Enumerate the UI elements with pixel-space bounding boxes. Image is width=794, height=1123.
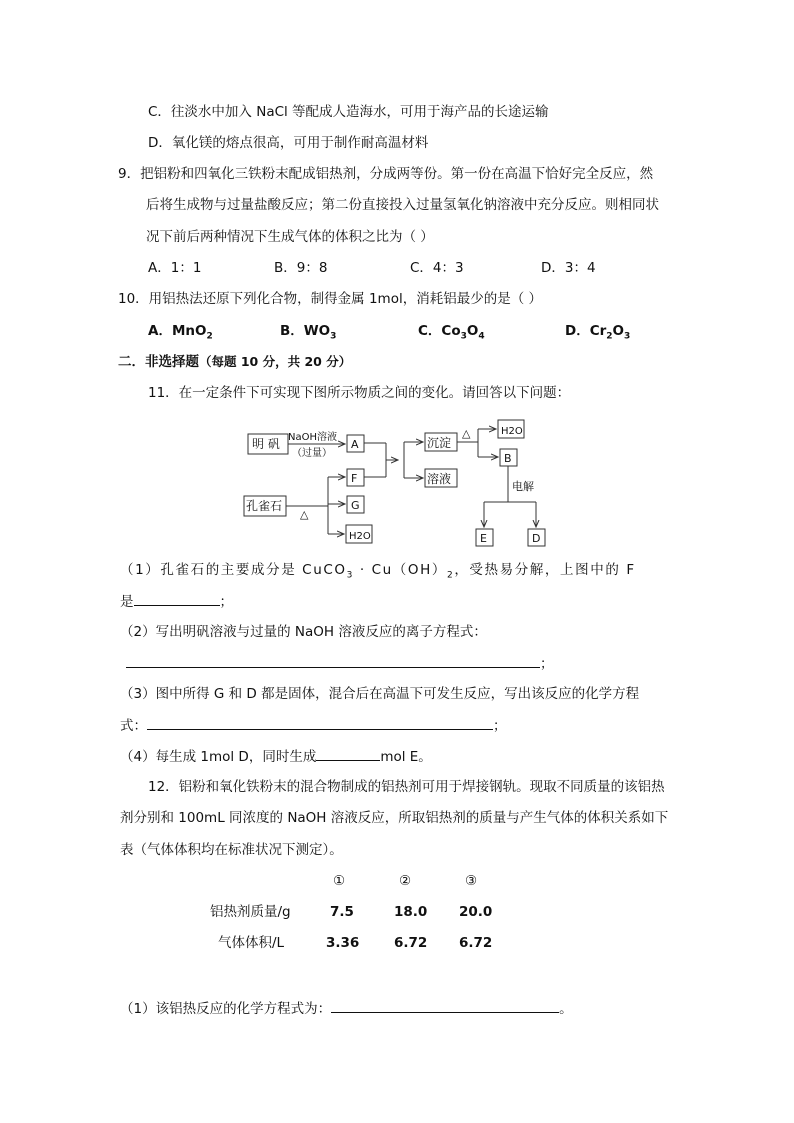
label-dianjie: 电解 — [512, 480, 534, 493]
label-d: D — [532, 532, 541, 545]
table-cell-mass-2: 18.0 — [394, 904, 428, 920]
answer-blank-f[interactable] — [134, 591, 220, 606]
label-naoh: NaOH溶液 — [288, 432, 337, 443]
q9-option-a: A．1：1 — [148, 260, 202, 276]
label-a: A — [351, 438, 359, 451]
q10-option-c: C．$Co_3O_4$ — [418, 323, 485, 342]
table-cell-volume-1: 3.36 — [326, 935, 360, 951]
table-cell-volume-2: 6.72 — [394, 935, 428, 951]
q11-part4: （4）每生成 1mol D，同时生成 mol E。 — [120, 746, 432, 767]
label-guoliang: （过量） — [292, 448, 332, 459]
q9-stem-line3: 况下前后两种情况下生成气体的体积之比为（ ） — [146, 229, 434, 245]
q12-part1: （1）该铝热反应的化学方程式为： 。 — [120, 998, 573, 1019]
label-kongqueshi: 孔雀石 — [246, 499, 283, 513]
label-b: B — [504, 452, 512, 465]
label-e: E — [480, 532, 487, 545]
q11-part1-line2: 是 ； — [120, 591, 233, 612]
q9-option-b: B．9：8 — [274, 260, 328, 276]
q12-stem-line3: 表（气体体积均在标准状况下测定）。 — [120, 842, 343, 858]
q11-part1-line1: （1）孔雀石的主要成分是 CuCO$_3$ · $Cu(OH)_2$，受热易分解，上图中的 F — [120, 562, 636, 581]
label-h2o-top: H2O — [501, 426, 523, 437]
q12-stem-line2: 剂分别和 100mL 同浓度的 NaOH 溶液反应，所取铝热剂的质量与产生气体的体积关系如下 — [120, 810, 669, 826]
q9-option-c: C．4：3 — [410, 260, 464, 276]
table-row-label-volume: 气体体积/L — [218, 935, 285, 951]
q11-part2-line1: （2）写出明矾溶液与过量的 NaOH 溶液反应的离子方程式： — [120, 624, 487, 640]
q9-stem-line1: 9．把铝粉和四氧化三铁粉末配成铝热剂，分成两等份。第一份在高温下恰好完全反应，然 — [118, 166, 654, 182]
answer-blank-chemical-equation[interactable] — [147, 715, 493, 730]
q10-option-b: B．$WO_3$ — [280, 323, 337, 342]
q11-part3-line2: 式： ； — [120, 715, 507, 736]
table-cell-mass-1: 7.5 — [330, 904, 354, 920]
table-header-2: ② — [399, 873, 412, 889]
q10-option-a: A．MnO$_2$ — [148, 323, 213, 342]
answer-blank-thermite-equation[interactable] — [331, 998, 559, 1013]
q12-stem-line1: 12．铝粉和氧化铁粉末的混合物制成的铝热剂可用于焊接钢轨。现取不同质量的该铝热 — [148, 779, 665, 795]
answer-blank-mol-e[interactable] — [316, 746, 380, 761]
label-delta-top: △ — [462, 427, 471, 440]
reaction-flow-diagram — [236, 412, 556, 550]
table-header-3: ③ — [465, 873, 478, 889]
q9-stem-line2: 后将生成物与过量盐酸反应；第二份直接投入过量氢氧化钠溶液中充分反应。则相同状 — [146, 197, 659, 213]
label-f: F — [351, 472, 358, 485]
label-chendian: 沉淀 — [427, 436, 452, 450]
q10-stem: 10．用铝热法还原下列化合物，制得金属 1mol，消耗铝最少的是（ ） — [118, 291, 543, 307]
q11-stem: 11．在一定条件下可实现下图所示物质之间的变化。请回答以下问题： — [148, 385, 571, 401]
table-cell-mass-3: 20.0 — [459, 904, 493, 920]
answer-blank-ionic-equation[interactable] — [126, 653, 540, 668]
q8-option-d: D．氧化镁的熔点很高，可用于制作耐高温材料 — [148, 135, 429, 151]
label-rongye: 溶液 — [427, 472, 452, 486]
q8-option-c: C．往淡水中加入 NaCl 等配成人造海水，可用于海产品的长途运输 — [148, 104, 549, 120]
q10-option-d: D．$Cr_2O_3$ — [565, 323, 631, 342]
q11-part2-line2: ； — [126, 653, 554, 674]
q9-option-d: D．3：4 — [541, 260, 596, 276]
q11-part3-line1: （3）图中所得 G 和 D 都是固体，混合后在高温下可发生反应，写出该反应的化学方程 — [120, 686, 640, 702]
label-mingfan: 明 矾 — [252, 437, 280, 451]
label-h2o-bottom: H2O — [349, 531, 371, 542]
label-delta-bottom: △ — [300, 508, 309, 521]
table-cell-volume-3: 6.72 — [459, 935, 493, 951]
section-heading: 二．非选择题（每题 10 分，共 20 分） — [118, 354, 352, 370]
table-row-label-mass: 铝热剂质量/g — [210, 904, 291, 920]
label-g: G — [351, 499, 360, 512]
table-header-1: ① — [333, 873, 346, 889]
